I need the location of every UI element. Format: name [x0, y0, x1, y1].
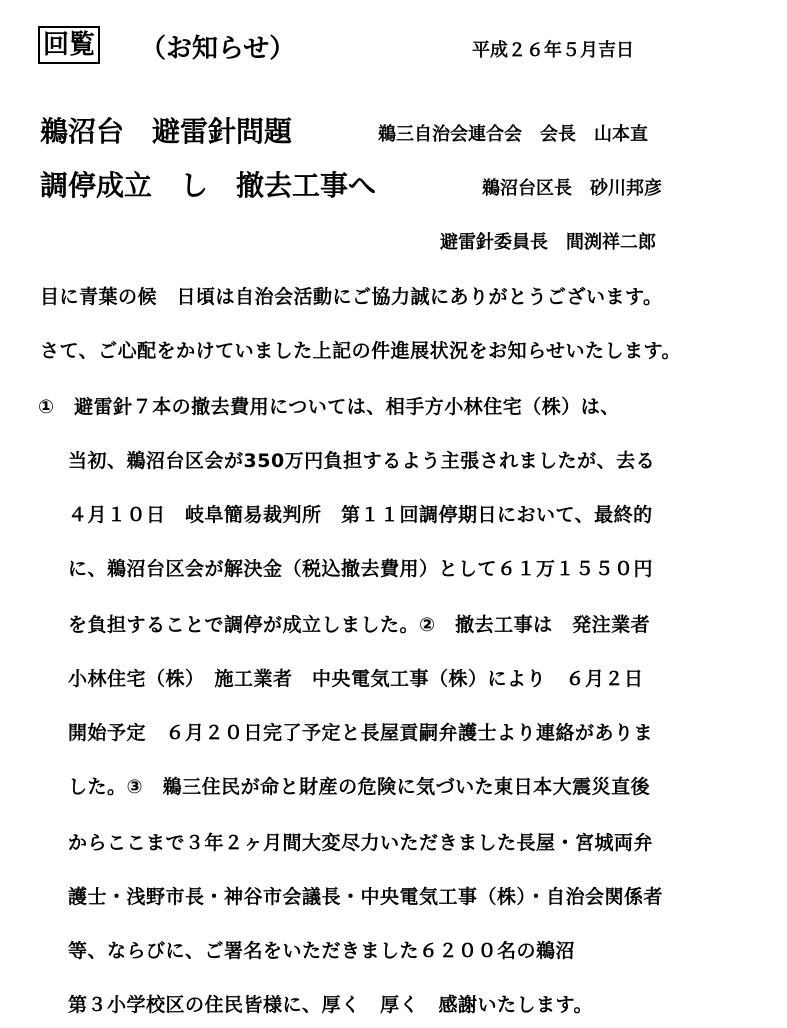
body-line: ① 避雷針７本の撤去費用については、相手方小林住宅（株）は、 [38, 396, 620, 418]
signatory-committee-chair: 避雷針委員長 間渕祥二郎 [440, 232, 656, 253]
intro-line: さて、ご心配をかけていました上記の件進展状況をお知らせいたします。 [40, 340, 682, 362]
signatory-chairman: 鵜三自治会連合会 会長 山本直 [378, 124, 648, 145]
headline-line-2: 調停成立 し 撤去工事へ [40, 169, 377, 202]
circular-label: 回覧 [38, 26, 100, 64]
body-line: 第３小学校区の住民皆様に、厚く 厚く 感謝いたします。 [68, 994, 593, 1016]
body-line: に、鵜沼台区会が解決金（税込撤去費用）として６１万１５５０円 [68, 558, 654, 580]
body-line: ４月１０日 岐阜簡易裁判所 第１１回調停期日において、最終的 [68, 504, 653, 526]
body-line: 開始予定 ６月２０日完了予定と長屋貢嗣弁護士より連絡がありま [68, 722, 654, 744]
body-line: からここまで３年２ヶ月間大変尽力いただきました長屋・宮城両弁 [68, 832, 654, 854]
headline-line-1: 鵜沼台 避雷針問題 [40, 115, 293, 148]
body-line: 小林住宅（株） 施工業者 中央電気工事（株）により ６月２日 [68, 668, 644, 690]
issue-date: 平成２６年５月吉日 [472, 40, 634, 61]
body-line: 等、ならびに、ご署名をいただきました６２００名の鵜沼 [68, 940, 576, 962]
signatory-district-head: 鵜沼台区長 砂川邦彦 [482, 178, 662, 199]
body-line: 護士・浅野市長・神谷市会議長・中央電気工事（株）・自治会関係者 [68, 886, 664, 908]
body-line: 当初、鵜沼台区会が350万円負担するよう主張されましたが、去る [68, 450, 656, 472]
body-line: を負担することで調停が成立しました。② 撤去工事は 発注業者 [68, 614, 651, 636]
greeting-line: 目に青葉の候 日頃は自治会活動にご協力誠にありがとうございます。 [40, 286, 663, 308]
body-line: した。③ 鵜三住民が命と財産の危険に気づいた東日本大震災直後 [68, 776, 651, 798]
notice-label: （お知らせ） [140, 34, 296, 64]
